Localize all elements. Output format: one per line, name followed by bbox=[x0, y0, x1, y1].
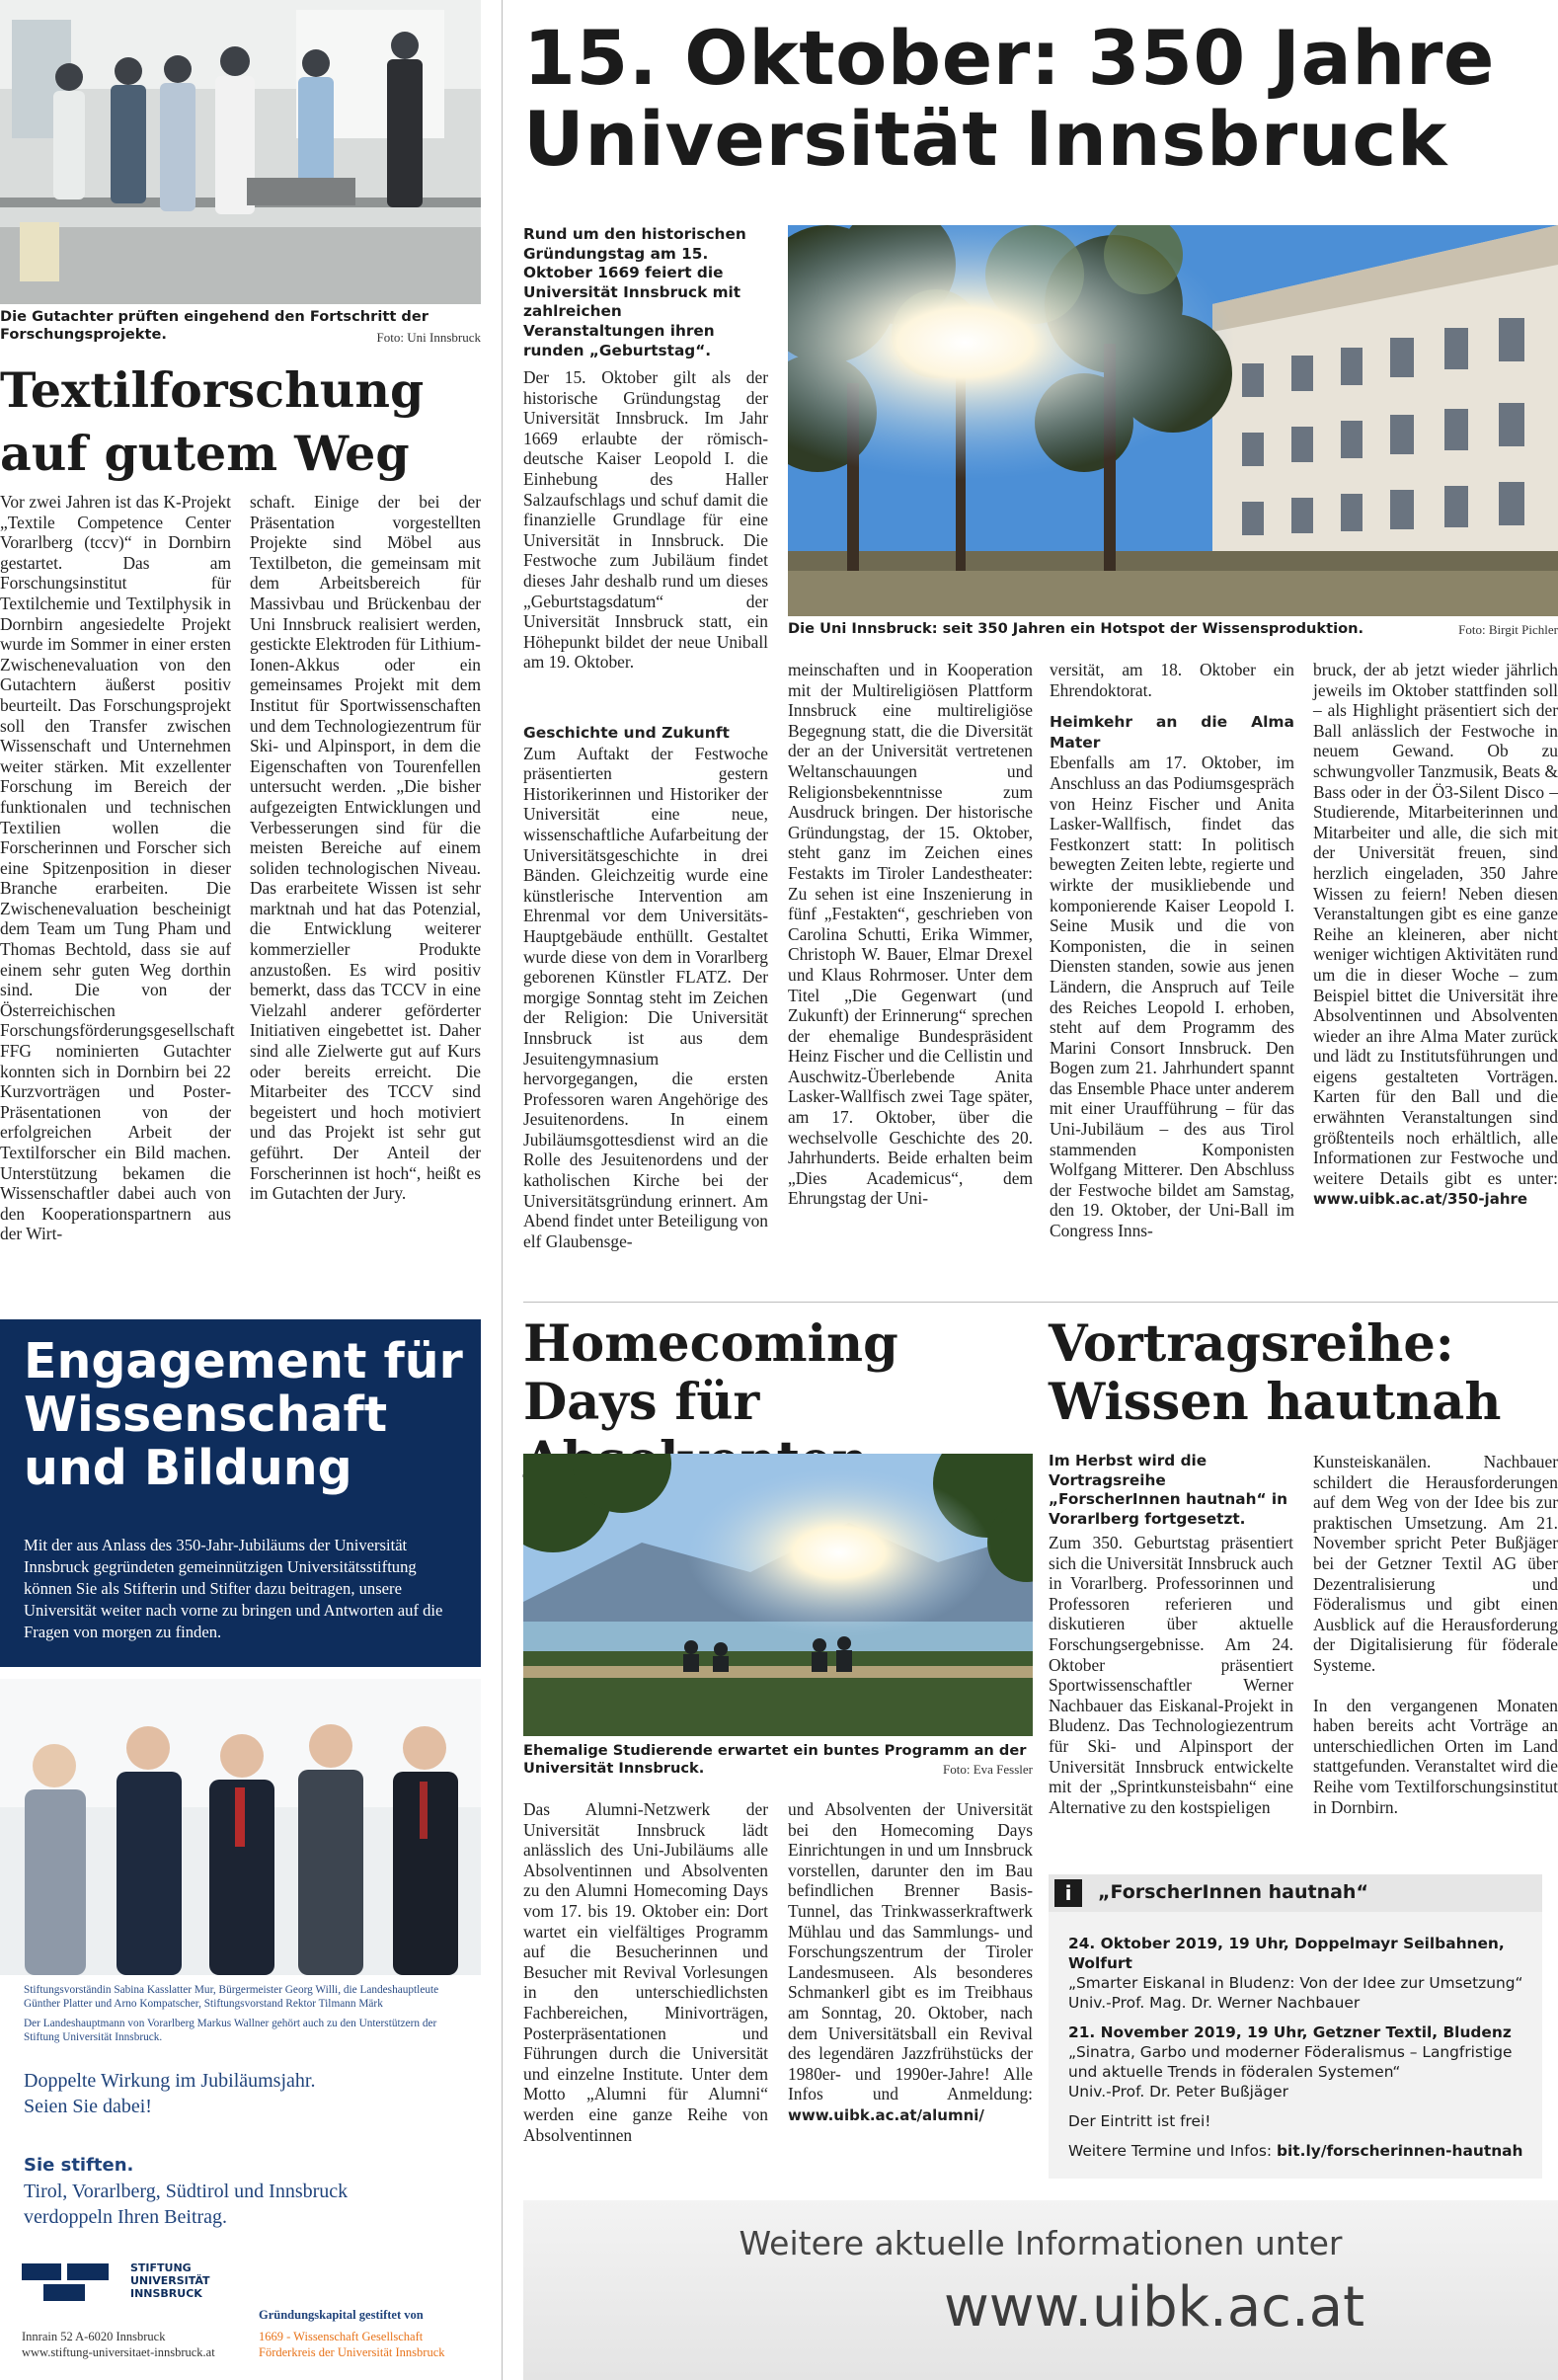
stiftung-logo-line-2: UNIVERSITÄT bbox=[130, 2274, 210, 2287]
jubilaeum-photo-credit: Foto: Birgit Pichler bbox=[1458, 622, 1558, 637]
stiftung-logo-mark-icon bbox=[22, 2263, 109, 2301]
footer-line-1: Weitere aktuelle Informationen unter bbox=[739, 2224, 1343, 2262]
textil-column-1 bbox=[0, 492, 235, 1252]
info-more: Weitere Termine und Infos: bit.ly/forscherinnen-hautnah bbox=[1068, 2142, 1523, 2160]
homecoming-link[interactable]: www.uibk.ac.at/alumni/ bbox=[788, 2105, 984, 2124]
homecoming-column-2 bbox=[788, 1799, 1033, 2134]
info-box-body bbox=[1049, 1912, 1542, 2179]
vortrag-col1-text: Zum 350. Geburtstag präsentiert sich die Universität Innsbruck auch in Vorarlberg. Professorinnen und Professoren referieren und diskutieren über aktuelle Forschungsergebnisse. Am 24. Oktober präsentiert Sportwissenschaftler Werner Nachbauer das Eiskanal-Projekt in Bludenz. Das Technologiezentrum für Ski- und Alpinsport der Universität Innsbruck entwickelte mit der „Sprintkunsteisbahn“ eine Alternative zu den kostspieligen bbox=[1049, 1533, 1293, 1817]
jubilaeum-photo bbox=[788, 225, 1558, 616]
jubilaeum-intro-text: Der 15. Oktober gilt als der historische Gründungstag der Universität Innsbruck. Im Jahr 1669 erlaubte der römisch-deutsche Kaiser Leopold I. die Einhebung des Haller Salzaufschlags und schuf damit die finanzielle Grundlage für eine Universität in Innsbruck. Die Festwoche zum Jubiläum findet dieses Jahr deshalb rund um dieses „Geburtstagsdatum“ der Universität Innsbruck statt, ein Höhepunkt bildet der neue Uniball am 19. Oktober. bbox=[523, 367, 768, 673]
textil-photo-caption: Die Gutachter prüften eingehend den Fortschritt der Forschungsprojekte. bbox=[0, 308, 428, 343]
homecoming-photo-caption: Ehemalige Studierende erwartet ein buntes Programm an der Universität Innsbruck. bbox=[523, 1742, 1027, 1777]
jubilaeum-col-a-text: Zum Auftakt der Festwoche präsentierten gestern Historikerinnen und Historiker der Universität eine neue, wissenschaftliche Aufarbeitung der Universitätsgeschichte in drei Bänden. Gleichzeitig wurde eine künstlerische Intervention am Ehrenmal vor dem Universitäts-Hauptgebäude enthüllt. Gestaltet wurde diese von dem in Vorarlberg geborenen Künstler FLATZ. Der morgige Sonntag steht im Zeichen der Religion: Die Universität Innsbruck ist aus dem Jesuitengymnasium hervorgegangen, die ersten Professoren waren Angehörige des Jesuitenordens. In einem Jubiläumsgottesdienst wird an die Rolle des Jesuitenordens und der katholischen Kirche bei der Universitätsgründung erinnert. Am Abend findet unter Beteiligung von elf Glaubensge- bbox=[523, 743, 768, 1251]
jubilaeum-subheading-history: Geschichte und Zukunft bbox=[523, 724, 730, 742]
jubilaeum-column-a bbox=[523, 723, 768, 1259]
info-free-entry: Der Eintritt ist frei! bbox=[1068, 2112, 1211, 2130]
stiftung-logo-line-3: INNSBRUCK bbox=[130, 2287, 202, 2300]
jubilaeum-photo-caption: Die Uni Innsbruck: seit 350 Jahren ein Hotspot der Wissensproduktion. bbox=[788, 620, 1364, 637]
event-2-title: 21. November 2019, 19 Uhr, Getzner Textil, Bludenz bbox=[1068, 2023, 1512, 2041]
info-icon: i bbox=[1054, 1879, 1082, 1907]
stiftung-photo-caption-2: Der Landeshauptmann von Vorarlberg Markus Wallner gehört auch zu den Unterstützern der Stiftung Universität Innsbruck. bbox=[24, 2018, 437, 2043]
textil-headline: Textilforschung auf gutem Weg bbox=[0, 361, 425, 482]
footer-banner bbox=[523, 2200, 1558, 2380]
stiftung-photo-caption-1: Stiftungsvorständin Sabina Kasslatter Mur, Bürgermeister Georg Willi, die Landeshauptleute Günther Platter und Arno Kompatscher, Stiftungsvorstand Rektor Tilmann Märk bbox=[24, 1984, 439, 2010]
homecoming-headline: Homecoming Days für bbox=[523, 1314, 898, 1432]
stiftung-address bbox=[22, 2329, 215, 2360]
textil-photo bbox=[0, 0, 481, 304]
stiftung-capital-line-2: Förderkreis der Universität Innsbruck bbox=[259, 2345, 445, 2359]
event-1 bbox=[1068, 1934, 1524, 2013]
stiftung-capital-line-1: 1669 - Wissenschaft Gesellschaft bbox=[259, 2330, 424, 2343]
stiftung-logo bbox=[22, 2263, 259, 2307]
vortrag-col2a-text: Kunsteiskanälen. Nachbauer schildert die Herausforderungen auf dem Weg von der Idee bis zur praktischen Umsetzung. Am 21. November spricht Peter Bußjäger bei der Getzner Textil AG über Dezentralisierung und Föderalismus und gibt einen Ausblick auf die Herausforderung der Digitalisierung für föderale Systeme. bbox=[1313, 1452, 1558, 1675]
textil-column-2 bbox=[250, 492, 481, 1212]
vortrag-lead: Im Herbst wird die Vortragsreihe „ForscherInnen hautnah“ in Vorarlberg fortgesetzt. bbox=[1049, 1452, 1288, 1528]
homecoming-col2-text: und Absolventen der Universität bei den Homecoming Days Einrichtungen in und um Innsbruck vorstellen, darunter den im Bau befindlichen Brenner Basis-Tunnel, das Trinkwasserkraftwerk Mühlau und das Sammlungs- und Forschungszentrum der Tiroler Landesmuseen. Als besonderes Schmankerl gibt es im Treibhaus am Sonntag, 20. Oktober, nach dem Universitätsball ein Revival des legendären Jazzfrühstücks der 1980er- und 1990er-Jahre! Alle Infos und Anmeldung: www.uibk.ac.at/alumni/ bbox=[788, 1799, 1033, 2124]
stiftung-photo bbox=[0, 1679, 481, 1975]
jubilaeum-lead: Rund um den historischen Gründungstag am 15. Oktober 1669 feiert die Universität Innsbruck mit zahlreichen Veranstaltungen ihren runden „Geburtstag“. bbox=[523, 225, 746, 359]
stiftung-slogan-2: Seien Sie dabei! bbox=[24, 2096, 152, 2117]
stiftung-ad-title: Engagement für Wissenschaft und Bildung bbox=[24, 1333, 463, 1496]
textil-col2-text: schaft. Einige der bei der Präsentation vorgestellten Projekte sind Möbel aus Textilbeton, die gemeinsam mit dem Arbeitsbereich für Massivbau und Brückenbau der Uni Innsbruck realisiert werden, gestickte Elektroden für Lithium-Ionen-Akkus oder ein gemeinsames Projekt mit dem Institut für Sportwissenschaften und dem Technologiezentrum für Ski- und Alpinsport, in dem die Eigenschaften von Tourenfellen untersucht werden. „Die bisher aufgezeigten Entwicklungen und Verbesserungen sind für die meisten Bereiche auf einem soliden technologischen Niveau. Das erarbeitete Wissen ist sehr marktnah und hat das Potenzial, die Entwicklung weiterer kommerzieller Produkte anzustoßen. Es wird positiv bemerkt, dass das TCCV in eine Vielzahl anderer geförderter Initiativen eingebettet ist. Daher sind alle Zielwerte gut auf Kurs oder bereits erreicht. Die Mitarbeiter des TCCV sind begeistert und hoch motiviert und das Projekt ist sehr gut geführt. Der Anteil der Forscherinnen ist hoch“, heißt es im Gutachten der Jury. bbox=[250, 492, 481, 1204]
stiftung-capital-heading: Gründungskapital gestiftet von bbox=[259, 2308, 424, 2322]
stiftung-stiften-line-2: verdoppeln Ihren Beitrag. bbox=[24, 2206, 228, 2228]
vortrag-headline: Vortragsreihe: Wissen hautnah bbox=[1049, 1314, 1502, 1432]
jubilaeum-col-c-text: Ebenfalls am 17. Oktober, im Anschluss an das Podiumsgespräch von Heinz Fischer und Anita Lasker-Wallfisch, findet das Festkonzert statt: In politisch bewegten Zeiten lebte, regierte und wirkte der musikliebende und komponierende Kaiser Leopold I. Seine Musik und die von Komponisten, die in seinen Diensten standen, sowie aus jenen Ländern, die Anspruch auf Teile des Reiches Leopold I. erhoben, steht auf dem Programm des Marini Consort Innsbruck. Den Bogen zum 21. Jahrhundert spannt das Ensemble Phace unter anderem mit einer Uraufführung – für das Uni-Jubiläum – des aus Tirol stammenden Komponisten Wolfgang Mitterer. Den Abschluss der Festwoche bildet am Samstag, den 19. Oktober, der Uni-Ball im Congress Inns- bbox=[1050, 753, 1294, 1241]
jubilaeum-headline: 15. Oktober: 350 Jahre Universität Innsbruck bbox=[523, 14, 1495, 183]
event-2-speaker: Univ.-Prof. Dr. Peter Bußjäger bbox=[1068, 2083, 1288, 2101]
event-2 bbox=[1068, 2023, 1524, 2102]
textil-col1-text: Vor zwei Jahren ist das K-Projekt „Textile Competence Center Vorarlberg (tccv)“ in Dornbirn gestartet. Das am Forschungsinstitut für Textilchemie und Textilphysik in Dornbirn angesiedelte Projekt wurde im Sommer in einer ersten Zwischenevaluation von den Gutachtern äußerst positiv beurteilt. Das Forschungsprojekt soll den Transfer zwischen Wissenschaft und Unternehmen weiter stärken. Mit exzellenter Forschung im Bereich der funktionalen und technischen Textilien wollen die Forscherinnen und Forscher sich eine Spitzenposition in dieser Branche erarbeiten. Die Zwischenevaluation bescheinigt dem Team um Tung Pham und Thomas Bechtold, dass sie auf einem sehr guten Weg dorthin sind. Die von der Österreichischen Forschungsförderungsgesellschaft FFG nominierten Gutachter konnten sich in Dornbirn bei 22 Kurzvorträgen und Poster-Präsentationen von der erfolgreichen Arbeit der Textilforscher ein Bild machen. Unterstützung bekamen die Wissenschaftler dabei auch von den Kooperationspartnern aus der Wirt- bbox=[0, 492, 235, 1244]
jubilaeum-column-d bbox=[1313, 660, 1558, 1218]
homecoming-photo bbox=[523, 1454, 1033, 1736]
vortrag-col2b-text: In den vergangenen Monaten haben bereits acht Vorträge an unterschiedlichen Orten im Land stattgefunden. Veranstaltet wird die Reihe vom Textilforschungsinstitut in Dornbirn. bbox=[1313, 1695, 1558, 1817]
stiftung-address-line-1: Innrain 52 A-6020 Innsbruck bbox=[22, 2330, 166, 2343]
homecoming-photo-credit: Foto: Eva Fessler bbox=[943, 1762, 1033, 1777]
stiftung-ad-body: Mit der aus Anlass des 350-Jahr-Jubiläums der Universität Innsbruck gegründeten gemeinnützigen Universitätsstiftung können Sie als Stifterin und Stifter dazu beitragen, unsere Universität weiter nach vorne zu bringen und Antworten auf die Fragen von morgen zu finden. bbox=[24, 1536, 443, 1641]
jubilaeum-subheading-almamater: Heimkehr an die Alma Mater bbox=[1050, 713, 1294, 752]
textil-photo-credit: Foto: Uni Innsbruck bbox=[376, 330, 481, 345]
jubilaeum-column-b bbox=[788, 660, 1033, 1217]
jubilaeum-column-c bbox=[1050, 660, 1294, 1249]
event-2-talk: „Sinatra, Garbo und moderner Föderalismus – Langfristige und aktuelle Trends in föderalen Systemen“ bbox=[1068, 2043, 1513, 2081]
stiftung-ad-panel bbox=[0, 1319, 481, 1667]
event-1-talk: „Smarter Eiskanal in Bludenz: Von der Idee zur Umsetzung“ bbox=[1068, 1974, 1523, 1992]
stiftung-stiften-line-1: Tirol, Vorarlberg, Südtirol und Innsbruck bbox=[24, 2181, 349, 2202]
vortrag-column-1 bbox=[1049, 1533, 1293, 1825]
stiftung-logo-line-1: STIFTUNG bbox=[130, 2261, 192, 2274]
event-1-title: 24. Oktober 2019, 19 Uhr, Doppelmayr Seilbahnen, Wolfurt bbox=[1068, 1935, 1505, 1972]
section-divider bbox=[523, 1302, 1558, 1303]
jubilaeum-link[interactable]: www.uibk.ac.at/350-jahre bbox=[1313, 1190, 1528, 1209]
footer-website-link[interactable]: www.uibk.ac.at bbox=[943, 2275, 1365, 2340]
info-more-link[interactable]: bit.ly/forscherinnen-hautnah bbox=[1277, 2142, 1523, 2160]
homecoming-column-1 bbox=[523, 1799, 768, 2153]
stiftung-stiften-heading: Sie stiften. bbox=[24, 2155, 134, 2176]
stiftung-address-website[interactable]: www.stiftung-universitaet-innsbruck.at bbox=[22, 2345, 215, 2359]
jubilaeum-col-b-text: meinschaften und in Kooperation mit der Multireligiösen Plattform Innsbruck eine multireligiöse Begegnung statt, die die Diversität der an der Universität vertretenen Weltanschauungen und Religionsbekenntnisse zum Ausdruck bringen. Der historische Gründungstag, der 15. Oktober, steht ganz im Zeichen eines Festakts im Tiroler Landestheater: Zu sehen ist eine Inszenierung in fünf „Festakten“, geschrieben von Carolina Schutti, Erika Wimmer, Christoph W. Bauer, Elmar Drexel und Klaus Rohrmoser. Unter dem Titel „Die Gegenwart (und Zukunft) der Erinnerung“ sprechen der ehemalige Bundespräsident Heinz Fischer und die Cellistin und Auschwitz-Überlebende Anita Lasker-Wallfisch zwei Tage später, am 17. Oktober, über die wechselvolle Geschichte des 20. Jahrhunderts. Beide erhalten beim „Dies Academicus“, dem Ehrungstag der Uni- bbox=[788, 660, 1033, 1209]
column-divider bbox=[502, 0, 503, 2380]
jubilaeum-col-d-text: bruck, der ab jetzt wieder jährlich jeweils im Oktober stattfinden soll – als Highlight präsentiert sich der Ball anlässlich der Festwoche in neuem Gewand. Ob zu schwungvoller Tanzmusik, Beats & Bass oder in der Ö3-Silent Disco – Studierende, Mitarbeiterinnen und Mitarbeiter und alle, die sich mit der Universität freuen, sind herzlich eingeladen, 350 Jahre Wissen zu feiern! Neben diesen Veranstaltungen gibt es eine ganze Reihe an kleineren, aber nicht weniger wichtigen Aktivitäten rund um die in dieser Woche – zum Beispiel bittet die Universität ihre Absolventinnen und Absolventen wieder an ihre Alma Mater zurück und lädt zu Institutsführungen und eigens gestalteten Vorträgen. Karten für den Ball und die erwähnten Veranstaltungen sind größtenteils noch erhältlich, alle Informationen zur Festwoche und weitere Details gibt es unter: www.uibk.ac.at/350-jahre bbox=[1313, 660, 1558, 1209]
info-box-header bbox=[1049, 1874, 1542, 1912]
jubilaeum-intro-column bbox=[523, 367, 768, 680]
jubilaeum-col-c-top: versität, am 18. Oktober ein Ehrendoktorat. bbox=[1050, 660, 1294, 700]
stiftung-slogan-1: Doppelte Wirkung im Jubiläumsjahr. bbox=[24, 2070, 316, 2092]
vortrag-column-2 bbox=[1313, 1452, 1558, 1825]
homecoming-col1-text: Das Alumni-Netzwerk der Universität Innsbruck lädt anlässlich des Uni-Jubiläums alle Absolventinnen und Absolventen zu den Alumni Homecoming Days vom 17. bis 19. Oktober ein: Dort wartet ein vielfältiges Programm auf die Besucherinnen und Besucher mit Revival Vorlesungen in den unterschiedlichsten Fachbereichen, Minivorträgen, Posterpräsentationen und Führungen durch die Universität und einzelne Institute. Unter dem Motto „Alumni für Alumni“ werden eine ganze Reihe von Absolventinnen bbox=[523, 1799, 768, 2145]
info-box-title: „ForscherInnen hautnah“ bbox=[1098, 1881, 1368, 1903]
event-1-speaker: Univ.-Prof. Mag. Dr. Werner Nachbauer bbox=[1068, 1994, 1361, 2012]
stiftung-capital bbox=[259, 2307, 445, 2360]
